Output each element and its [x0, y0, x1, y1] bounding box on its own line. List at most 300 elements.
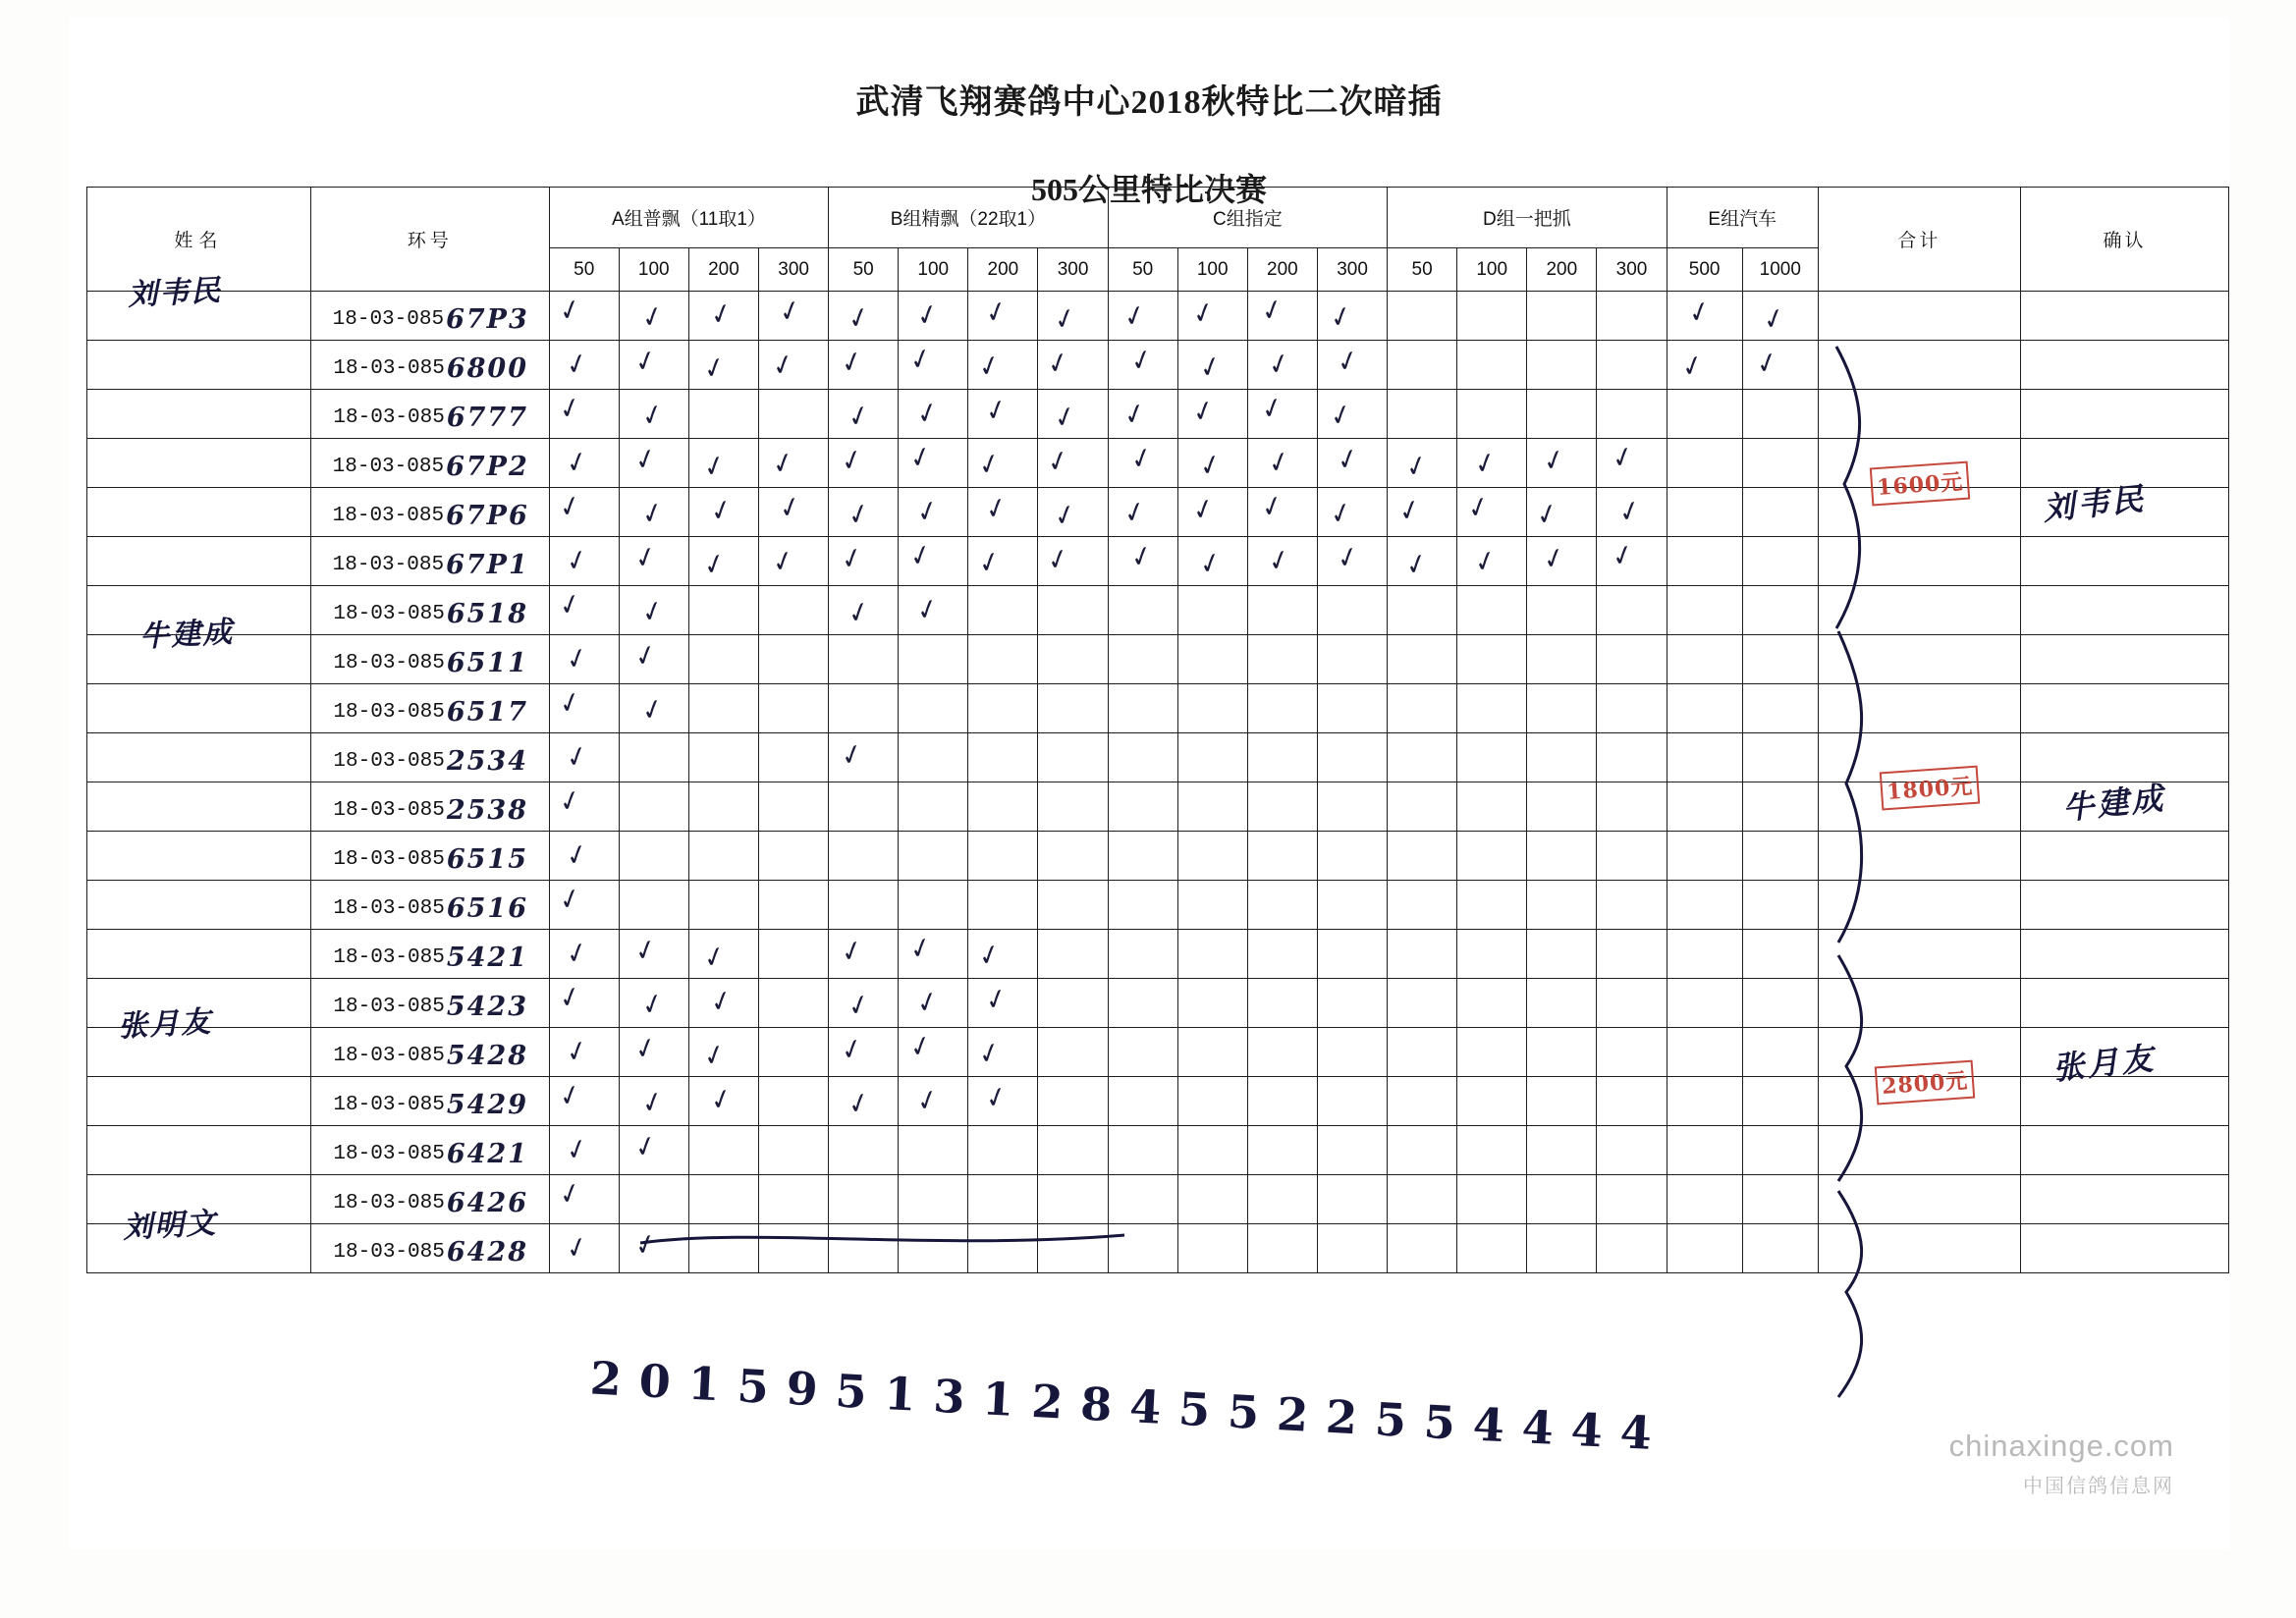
cell-checkbox[interactable] — [829, 439, 899, 488]
cell-checkbox[interactable] — [1247, 292, 1317, 341]
cell-checkbox[interactable] — [1388, 1077, 1457, 1126]
cell-checkbox[interactable] — [688, 537, 758, 586]
cell-checkbox[interactable] — [968, 292, 1038, 341]
cell-checkbox[interactable] — [1597, 635, 1667, 684]
cell-checkbox[interactable] — [1388, 1224, 1457, 1273]
cell-checkbox[interactable] — [619, 635, 688, 684]
cell-checkbox[interactable] — [1742, 782, 1818, 832]
cell-checkbox[interactable] — [1317, 586, 1387, 635]
cell-checkbox[interactable] — [829, 1126, 899, 1175]
cell-checkbox[interactable] — [1177, 1126, 1247, 1175]
cell-checkbox[interactable] — [1247, 979, 1317, 1028]
cell-checkbox[interactable] — [688, 684, 758, 733]
cell-checkbox[interactable] — [1597, 832, 1667, 881]
cell-checkbox[interactable] — [1457, 341, 1527, 390]
cell-checkbox[interactable] — [549, 930, 619, 979]
cell-checkbox[interactable] — [688, 488, 758, 537]
cell-checkbox[interactable] — [619, 684, 688, 733]
cell-checkbox[interactable] — [1108, 586, 1177, 635]
cell-checkbox[interactable] — [759, 390, 829, 439]
cell-checkbox[interactable] — [759, 439, 829, 488]
cell-checkbox[interactable] — [549, 1224, 619, 1273]
cell-checkbox[interactable] — [1317, 881, 1387, 930]
cell-checkbox[interactable] — [1247, 341, 1317, 390]
cell-checkbox[interactable] — [1457, 881, 1527, 930]
cell-checkbox[interactable] — [549, 1077, 619, 1126]
cell-checkbox[interactable] — [1597, 439, 1667, 488]
cell-checkbox[interactable] — [1457, 832, 1527, 881]
cell-checkbox[interactable] — [1317, 488, 1387, 537]
cell-checkbox[interactable] — [899, 439, 968, 488]
cell-checkbox[interactable] — [1317, 1028, 1387, 1077]
cell-checkbox[interactable] — [1597, 292, 1667, 341]
cell-checkbox[interactable] — [619, 586, 688, 635]
cell-checkbox[interactable] — [829, 635, 899, 684]
cell-checkbox[interactable] — [1527, 1175, 1597, 1224]
cell-checkbox[interactable] — [619, 832, 688, 881]
cell-checkbox[interactable] — [1457, 390, 1527, 439]
cell-checkbox[interactable] — [1108, 1175, 1177, 1224]
cell-checkbox[interactable] — [1597, 684, 1667, 733]
cell-checkbox[interactable] — [1527, 979, 1597, 1028]
cell-checkbox[interactable] — [1177, 733, 1247, 782]
cell-checkbox[interactable] — [688, 341, 758, 390]
cell-checkbox[interactable] — [1317, 341, 1387, 390]
cell-checkbox[interactable] — [1177, 881, 1247, 930]
cell-checkbox[interactable] — [1177, 1175, 1247, 1224]
cell-checkbox[interactable] — [899, 733, 968, 782]
cell-checkbox[interactable] — [759, 1126, 829, 1175]
cell-checkbox[interactable] — [549, 586, 619, 635]
cell-checkbox[interactable] — [1388, 390, 1457, 439]
cell-checkbox[interactable] — [1177, 586, 1247, 635]
cell-checkbox[interactable] — [968, 832, 1038, 881]
cell-checkbox[interactable] — [1038, 488, 1108, 537]
cell-checkbox[interactable] — [968, 684, 1038, 733]
cell-checkbox[interactable] — [1317, 439, 1387, 488]
cell-checkbox[interactable] — [1247, 1028, 1317, 1077]
cell-checkbox[interactable] — [1317, 1224, 1387, 1273]
cell-checkbox[interactable] — [1457, 979, 1527, 1028]
cell-checkbox[interactable] — [829, 684, 899, 733]
cell-checkbox[interactable] — [1667, 537, 1742, 586]
cell-checkbox[interactable] — [1597, 1126, 1667, 1175]
cell-checkbox[interactable] — [968, 1175, 1038, 1224]
cell-checkbox[interactable] — [549, 439, 619, 488]
cell-checkbox[interactable] — [1667, 1224, 1742, 1273]
cell-checkbox[interactable] — [829, 390, 899, 439]
cell-checkbox[interactable] — [968, 1126, 1038, 1175]
cell-checkbox[interactable] — [1108, 1028, 1177, 1077]
cell-checkbox[interactable] — [1457, 930, 1527, 979]
cell-checkbox[interactable] — [1247, 488, 1317, 537]
cell-checkbox[interactable] — [1038, 537, 1108, 586]
cell-checkbox[interactable] — [1527, 341, 1597, 390]
cell-checkbox[interactable] — [1457, 733, 1527, 782]
cell-checkbox[interactable] — [1457, 1126, 1527, 1175]
cell-checkbox[interactable] — [1597, 488, 1667, 537]
cell-checkbox[interactable] — [1667, 1175, 1742, 1224]
cell-checkbox[interactable] — [1597, 930, 1667, 979]
cell-checkbox[interactable] — [549, 684, 619, 733]
cell-checkbox[interactable] — [899, 341, 968, 390]
cell-checkbox[interactable] — [1667, 390, 1742, 439]
cell-checkbox[interactable] — [1038, 341, 1108, 390]
cell-checkbox[interactable] — [1108, 292, 1177, 341]
cell-checkbox[interactable] — [759, 341, 829, 390]
cell-checkbox[interactable] — [1038, 1126, 1108, 1175]
cell-checkbox[interactable] — [1667, 733, 1742, 782]
cell-checkbox[interactable] — [1597, 1224, 1667, 1273]
cell-checkbox[interactable] — [1247, 733, 1317, 782]
cell-checkbox[interactable] — [619, 390, 688, 439]
cell-checkbox[interactable] — [1667, 635, 1742, 684]
cell-checkbox[interactable] — [899, 1028, 968, 1077]
cell-checkbox[interactable] — [1388, 1126, 1457, 1175]
cell-checkbox[interactable] — [829, 733, 899, 782]
cell-checkbox[interactable] — [688, 782, 758, 832]
cell-checkbox[interactable] — [1317, 1077, 1387, 1126]
cell-checkbox[interactable] — [1667, 1126, 1742, 1175]
cell-checkbox[interactable] — [1667, 881, 1742, 930]
cell-checkbox[interactable] — [1457, 635, 1527, 684]
cell-checkbox[interactable] — [1457, 439, 1527, 488]
cell-checkbox[interactable] — [1038, 1175, 1108, 1224]
cell-checkbox[interactable] — [1177, 832, 1247, 881]
cell-checkbox[interactable] — [549, 292, 619, 341]
cell-checkbox[interactable] — [1108, 979, 1177, 1028]
cell-checkbox[interactable] — [1457, 537, 1527, 586]
cell-checkbox[interactable] — [1317, 292, 1387, 341]
cell-checkbox[interactable] — [688, 292, 758, 341]
cell-checkbox[interactable] — [1108, 1126, 1177, 1175]
cell-checkbox[interactable] — [1667, 1077, 1742, 1126]
cell-checkbox[interactable] — [1597, 390, 1667, 439]
cell-checkbox[interactable] — [899, 390, 968, 439]
cell-checkbox[interactable] — [1457, 586, 1527, 635]
cell-checkbox[interactable] — [1742, 586, 1818, 635]
cell-checkbox[interactable] — [1388, 488, 1457, 537]
cell-checkbox[interactable] — [549, 635, 619, 684]
cell-checkbox[interactable] — [1388, 586, 1457, 635]
cell-checkbox[interactable] — [1177, 1077, 1247, 1126]
cell-checkbox[interactable] — [1317, 930, 1387, 979]
cell-checkbox[interactable] — [1527, 635, 1597, 684]
cell-checkbox[interactable] — [1247, 390, 1317, 439]
cell-checkbox[interactable] — [549, 1028, 619, 1077]
cell-checkbox[interactable] — [1108, 439, 1177, 488]
cell-checkbox[interactable] — [829, 1175, 899, 1224]
cell-checkbox[interactable] — [688, 1126, 758, 1175]
cell-checkbox[interactable] — [1597, 782, 1667, 832]
cell-checkbox[interactable] — [1742, 341, 1818, 390]
cell-checkbox[interactable] — [619, 341, 688, 390]
cell-checkbox[interactable] — [1742, 1028, 1818, 1077]
cell-checkbox[interactable] — [1177, 1028, 1247, 1077]
cell-checkbox[interactable] — [1597, 881, 1667, 930]
cell-checkbox[interactable] — [1527, 1028, 1597, 1077]
cell-checkbox[interactable] — [829, 292, 899, 341]
cell-checkbox[interactable] — [1388, 537, 1457, 586]
cell-checkbox[interactable] — [1177, 979, 1247, 1028]
cell-checkbox[interactable] — [688, 733, 758, 782]
cell-checkbox[interactable] — [1038, 1028, 1108, 1077]
cell-checkbox[interactable] — [1742, 1126, 1818, 1175]
cell-checkbox[interactable] — [1038, 586, 1108, 635]
cell-checkbox[interactable] — [1177, 635, 1247, 684]
cell-checkbox[interactable] — [1597, 586, 1667, 635]
cell-checkbox[interactable] — [1388, 979, 1457, 1028]
cell-checkbox[interactable] — [1247, 586, 1317, 635]
cell-checkbox[interactable] — [968, 1077, 1038, 1126]
cell-checkbox[interactable] — [1597, 1077, 1667, 1126]
cell-checkbox[interactable] — [1597, 733, 1667, 782]
cell-checkbox[interactable] — [549, 782, 619, 832]
cell-checkbox[interactable] — [1388, 439, 1457, 488]
cell-checkbox[interactable] — [1317, 832, 1387, 881]
cell-checkbox[interactable] — [1457, 782, 1527, 832]
cell-checkbox[interactable] — [968, 488, 1038, 537]
cell-checkbox[interactable] — [759, 586, 829, 635]
cell-checkbox[interactable] — [1388, 733, 1457, 782]
cell-checkbox[interactable] — [1742, 1175, 1818, 1224]
cell-checkbox[interactable] — [688, 635, 758, 684]
cell-checkbox[interactable] — [1038, 782, 1108, 832]
cell-checkbox[interactable] — [1597, 979, 1667, 1028]
cell-checkbox[interactable] — [1667, 979, 1742, 1028]
cell-checkbox[interactable] — [899, 684, 968, 733]
cell-checkbox[interactable] — [759, 881, 829, 930]
cell-checkbox[interactable] — [1108, 782, 1177, 832]
cell-checkbox[interactable] — [1742, 930, 1818, 979]
cell-checkbox[interactable] — [1667, 586, 1742, 635]
cell-checkbox[interactable] — [1247, 439, 1317, 488]
cell-checkbox[interactable] — [968, 782, 1038, 832]
cell-checkbox[interactable] — [759, 292, 829, 341]
cell-checkbox[interactable] — [1317, 979, 1387, 1028]
cell-checkbox[interactable] — [1038, 292, 1108, 341]
cell-checkbox[interactable] — [1038, 390, 1108, 439]
cell-checkbox[interactable] — [1317, 684, 1387, 733]
cell-checkbox[interactable] — [619, 488, 688, 537]
cell-checkbox[interactable] — [1527, 684, 1597, 733]
cell-checkbox[interactable] — [968, 733, 1038, 782]
cell-checkbox[interactable] — [1527, 930, 1597, 979]
cell-checkbox[interactable] — [759, 537, 829, 586]
cell-checkbox[interactable] — [1247, 832, 1317, 881]
cell-checkbox[interactable] — [1388, 930, 1457, 979]
cell-checkbox[interactable] — [1317, 390, 1387, 439]
cell-checkbox[interactable] — [759, 488, 829, 537]
cell-checkbox[interactable] — [1038, 979, 1108, 1028]
cell-checkbox[interactable] — [1457, 1077, 1527, 1126]
cell-checkbox[interactable] — [619, 1077, 688, 1126]
cell-checkbox[interactable] — [899, 537, 968, 586]
cell-checkbox[interactable] — [759, 930, 829, 979]
cell-checkbox[interactable] — [1388, 1175, 1457, 1224]
cell-checkbox[interactable] — [1388, 341, 1457, 390]
cell-checkbox[interactable] — [759, 1175, 829, 1224]
cell-checkbox[interactable] — [688, 881, 758, 930]
cell-checkbox[interactable] — [1247, 1224, 1317, 1273]
cell-checkbox[interactable] — [1527, 390, 1597, 439]
cell-checkbox[interactable] — [829, 341, 899, 390]
cell-checkbox[interactable] — [1667, 1028, 1742, 1077]
cell-checkbox[interactable] — [1457, 1028, 1527, 1077]
cell-checkbox[interactable] — [1247, 782, 1317, 832]
cell-checkbox[interactable] — [1667, 488, 1742, 537]
cell-checkbox[interactable] — [829, 537, 899, 586]
cell-checkbox[interactable] — [1108, 1077, 1177, 1126]
cell-checkbox[interactable] — [1527, 1126, 1597, 1175]
cell-checkbox[interactable] — [1038, 832, 1108, 881]
cell-checkbox[interactable] — [1247, 635, 1317, 684]
cell-checkbox[interactable] — [1742, 733, 1818, 782]
cell-checkbox[interactable] — [549, 488, 619, 537]
cell-checkbox[interactable] — [968, 586, 1038, 635]
cell-checkbox[interactable] — [549, 341, 619, 390]
cell-checkbox[interactable] — [1247, 684, 1317, 733]
cell-checkbox[interactable] — [1177, 782, 1247, 832]
cell-checkbox[interactable] — [829, 979, 899, 1028]
cell-checkbox[interactable] — [1667, 439, 1742, 488]
cell-checkbox[interactable] — [619, 881, 688, 930]
cell-checkbox[interactable] — [899, 832, 968, 881]
cell-checkbox[interactable] — [1038, 439, 1108, 488]
cell-checkbox[interactable] — [619, 439, 688, 488]
cell-checkbox[interactable] — [829, 881, 899, 930]
cell-checkbox[interactable] — [759, 1028, 829, 1077]
cell-checkbox[interactable] — [1038, 1077, 1108, 1126]
cell-checkbox[interactable] — [1597, 341, 1667, 390]
cell-checkbox[interactable] — [619, 1175, 688, 1224]
cell-checkbox[interactable] — [1742, 684, 1818, 733]
cell-checkbox[interactable] — [1247, 1126, 1317, 1175]
cell-checkbox[interactable] — [829, 586, 899, 635]
cell-checkbox[interactable] — [688, 1175, 758, 1224]
cell-checkbox[interactable] — [968, 390, 1038, 439]
cell-checkbox[interactable] — [1457, 684, 1527, 733]
cell-checkbox[interactable] — [688, 439, 758, 488]
cell-checkbox[interactable] — [1108, 930, 1177, 979]
cell-checkbox[interactable] — [1177, 488, 1247, 537]
cell-checkbox[interactable] — [1108, 881, 1177, 930]
cell-checkbox[interactable] — [549, 1126, 619, 1175]
cell-checkbox[interactable] — [899, 1126, 968, 1175]
cell-checkbox[interactable] — [1038, 930, 1108, 979]
cell-checkbox[interactable] — [1108, 341, 1177, 390]
cell-checkbox[interactable] — [1597, 1175, 1667, 1224]
cell-checkbox[interactable] — [1527, 537, 1597, 586]
cell-checkbox[interactable] — [899, 488, 968, 537]
cell-checkbox[interactable] — [1388, 292, 1457, 341]
cell-checkbox[interactable] — [1742, 1077, 1818, 1126]
cell-checkbox[interactable] — [1388, 635, 1457, 684]
cell-checkbox[interactable] — [1527, 1224, 1597, 1273]
cell-checkbox[interactable] — [1527, 439, 1597, 488]
cell-checkbox[interactable] — [619, 979, 688, 1028]
cell-checkbox[interactable] — [759, 733, 829, 782]
cell-checkbox[interactable] — [1177, 1224, 1247, 1273]
cell-checkbox[interactable] — [1247, 1175, 1317, 1224]
cell-checkbox[interactable] — [899, 635, 968, 684]
cell-checkbox[interactable] — [1388, 684, 1457, 733]
cell-checkbox[interactable] — [619, 930, 688, 979]
cell-checkbox[interactable] — [1247, 1077, 1317, 1126]
cell-checkbox[interactable] — [1667, 292, 1742, 341]
cell-checkbox[interactable] — [1527, 586, 1597, 635]
cell-checkbox[interactable] — [829, 1077, 899, 1126]
cell-checkbox[interactable] — [688, 586, 758, 635]
cell-checkbox[interactable] — [1597, 537, 1667, 586]
cell-checkbox[interactable] — [1247, 881, 1317, 930]
cell-checkbox[interactable] — [688, 390, 758, 439]
cell-checkbox[interactable] — [968, 341, 1038, 390]
cell-checkbox[interactable] — [619, 782, 688, 832]
cell-checkbox[interactable] — [759, 635, 829, 684]
cell-checkbox[interactable] — [1177, 390, 1247, 439]
cell-checkbox[interactable] — [899, 292, 968, 341]
cell-checkbox[interactable] — [1457, 1224, 1527, 1273]
cell-checkbox[interactable] — [1108, 733, 1177, 782]
cell-checkbox[interactable] — [1108, 537, 1177, 586]
cell-checkbox[interactable] — [1667, 930, 1742, 979]
cell-checkbox[interactable] — [1388, 1028, 1457, 1077]
cell-checkbox[interactable] — [1177, 341, 1247, 390]
cell-checkbox[interactable] — [759, 832, 829, 881]
cell-checkbox[interactable] — [1667, 684, 1742, 733]
cell-checkbox[interactable] — [619, 733, 688, 782]
cell-checkbox[interactable] — [1317, 537, 1387, 586]
cell-checkbox[interactable] — [1177, 439, 1247, 488]
cell-checkbox[interactable] — [688, 1028, 758, 1077]
cell-checkbox[interactable] — [1388, 782, 1457, 832]
cell-checkbox[interactable] — [1742, 390, 1818, 439]
cell-checkbox[interactable] — [619, 1028, 688, 1077]
cell-checkbox[interactable] — [1038, 733, 1108, 782]
cell-checkbox[interactable] — [899, 1077, 968, 1126]
cell-checkbox[interactable] — [899, 881, 968, 930]
cell-checkbox[interactable] — [1108, 488, 1177, 537]
cell-checkbox[interactable] — [549, 390, 619, 439]
cell-checkbox[interactable] — [549, 881, 619, 930]
cell-checkbox[interactable] — [549, 733, 619, 782]
cell-checkbox[interactable] — [1038, 684, 1108, 733]
cell-checkbox[interactable] — [1457, 292, 1527, 341]
cell-checkbox[interactable] — [968, 1028, 1038, 1077]
cell-checkbox[interactable] — [1742, 537, 1818, 586]
cell-checkbox[interactable] — [549, 979, 619, 1028]
cell-checkbox[interactable] — [1527, 733, 1597, 782]
cell-checkbox[interactable] — [899, 586, 968, 635]
cell-checkbox[interactable] — [1742, 635, 1818, 684]
cell-checkbox[interactable] — [549, 832, 619, 881]
cell-checkbox[interactable] — [688, 979, 758, 1028]
cell-checkbox[interactable] — [1108, 635, 1177, 684]
cell-checkbox[interactable] — [1457, 488, 1527, 537]
cell-checkbox[interactable] — [1742, 1224, 1818, 1273]
cell-checkbox[interactable] — [1317, 782, 1387, 832]
cell-checkbox[interactable] — [1527, 832, 1597, 881]
cell-checkbox[interactable] — [1742, 488, 1818, 537]
cell-checkbox[interactable] — [968, 930, 1038, 979]
cell-checkbox[interactable] — [1317, 733, 1387, 782]
cell-checkbox[interactable] — [1388, 832, 1457, 881]
cell-checkbox[interactable] — [688, 832, 758, 881]
cell-checkbox[interactable] — [1742, 292, 1818, 341]
cell-checkbox[interactable] — [1527, 881, 1597, 930]
cell-checkbox[interactable] — [1742, 979, 1818, 1028]
